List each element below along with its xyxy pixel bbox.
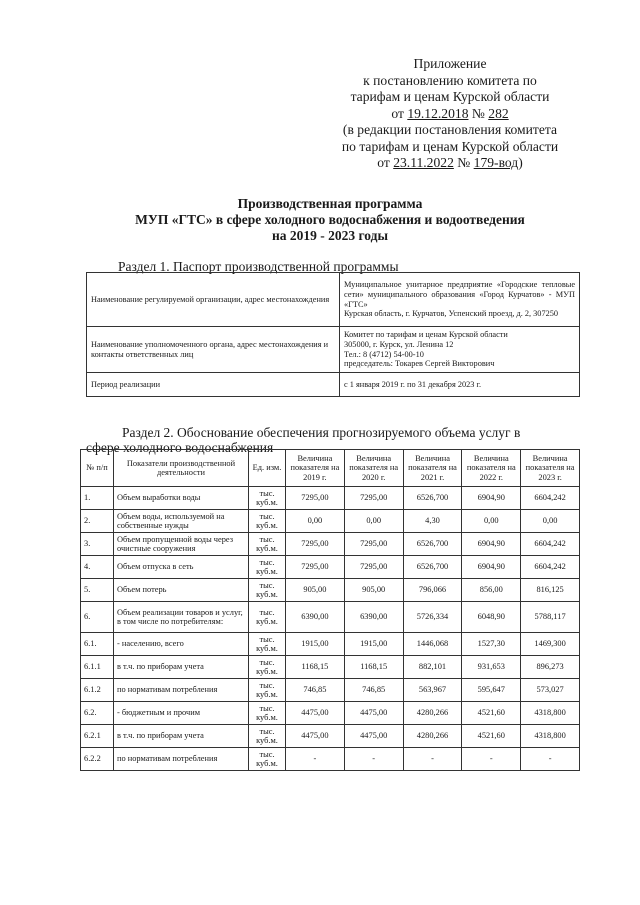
row-name: в т.ч. по приборам учета <box>114 656 249 679</box>
row-value: 6904,90 <box>462 533 521 556</box>
text: от <box>377 155 394 170</box>
row-value: 4318,800 <box>521 702 580 725</box>
row-value: 6604,242 <box>521 533 580 556</box>
row-number: 6.2.2 <box>81 748 114 771</box>
row-value: 4318,800 <box>521 725 580 748</box>
text: № <box>468 105 489 121</box>
row-number: 6.1.1 <box>81 656 114 679</box>
table-row <box>81 579 580 602</box>
section1-heading: Раздел 1. Паспорт производственной программы <box>118 259 399 274</box>
row-unit: тыс. куб.м. <box>249 533 286 556</box>
table-row <box>81 556 580 579</box>
amendment-date: 23.11.2022 <box>393 155 454 170</box>
col-2022: Величина показателя на 2022 г. <box>462 450 521 487</box>
row-unit: тыс. куб.м. <box>249 702 286 725</box>
row-number: 5. <box>81 579 114 602</box>
row-value: 0,00 <box>286 510 345 533</box>
passport-label: Наименование регулируемой организации, адрес местонахождения <box>87 273 340 327</box>
value-line: Курская область, г. Курчатов, Успенский проезд, д. 2, 307250 <box>344 309 559 319</box>
row-value: 563,967 <box>403 679 462 702</box>
table-row <box>87 373 580 397</box>
heading-line: Раздел 2. Обоснование обеспечения прогнозируемого объема услуг в <box>122 425 521 440</box>
appendix-header <box>300 56 600 172</box>
row-value: 6604,242 <box>521 487 580 510</box>
row-value: 0,00 <box>521 510 580 533</box>
row-value: 896,273 <box>521 656 580 679</box>
table-row <box>81 702 580 725</box>
value-line: 305000, г. Курск, ул. Ленина 12 <box>344 339 454 349</box>
row-unit: тыс. куб.м. <box>249 556 286 579</box>
col-2023: Величина показателя на 2023 г. <box>521 450 580 487</box>
row-value: 1168,15 <box>344 656 403 679</box>
row-value: 6526,700 <box>403 533 462 556</box>
row-value: 6048,90 <box>462 602 521 633</box>
row-name: Объем отпуска в сеть <box>114 556 249 579</box>
row-value: 1168,15 <box>286 656 345 679</box>
row-value: 0,00 <box>462 510 521 533</box>
row-value: 6904,90 <box>462 556 521 579</box>
row-value: 7295,00 <box>344 533 403 556</box>
appendix-line: тарифам и ценам Курской области <box>350 89 550 104</box>
row-value: 1915,00 <box>286 633 345 656</box>
value-line: Тел.: 8 (4712) 54-00-10 <box>344 349 424 359</box>
col-name: Показатели производственной деятельности <box>114 450 249 487</box>
document-title <box>70 196 590 244</box>
heading-line: сфере холодного водоснабжения <box>86 440 274 455</box>
appendix-line: (в редакции постановления комитета <box>342 122 558 137</box>
row-number: 4. <box>81 556 114 579</box>
row-number: 6.2.1 <box>81 725 114 748</box>
appendix-line <box>300 155 600 172</box>
table-row <box>81 725 580 748</box>
row-value: 882,101 <box>403 656 462 679</box>
passport-label: Наименование уполномоченного органа, адрес местонахождения и контакты ответственных лиц <box>87 327 340 373</box>
row-number: 6.1. <box>81 633 114 656</box>
row-number: 1. <box>81 487 114 510</box>
row-number: 6.2. <box>81 702 114 725</box>
amendment-number: 179-вод <box>473 155 519 170</box>
col-num: № п/п <box>81 450 114 487</box>
table-row <box>81 748 580 771</box>
passport-value <box>340 327 580 373</box>
row-value: 7295,00 <box>344 556 403 579</box>
row-unit: тыс. куб.м. <box>249 748 286 771</box>
row-name: по нормативам потребления <box>114 748 249 771</box>
row-name: Объем выработки воды <box>114 487 249 510</box>
row-value: - <box>521 748 580 771</box>
row-value: 573,027 <box>521 679 580 702</box>
passport-value: с 1 января 2019 г. по 31 декабря 2023 г. <box>340 373 580 397</box>
row-number: 2. <box>81 510 114 533</box>
row-value: 4521,60 <box>462 702 521 725</box>
row-number: 6. <box>81 602 114 633</box>
col-2021: Величина показателя на 2021 г. <box>403 450 462 487</box>
row-value: 6390,00 <box>344 602 403 633</box>
row-value: 5788,117 <box>521 602 580 633</box>
row-value: 1915,00 <box>344 633 403 656</box>
row-value: 816,125 <box>521 579 580 602</box>
row-value: 7295,00 <box>286 556 345 579</box>
passport-table <box>86 272 580 397</box>
title-line: на 2019 - 2023 годы <box>271 228 389 243</box>
row-value: 5726,334 <box>403 602 462 633</box>
appendix-line <box>300 106 600 123</box>
title-line: МУП «ГТС» в сфере холодного водоснабжения и водоотведения <box>135 212 525 227</box>
row-value: 4475,00 <box>344 725 403 748</box>
row-value: 931,653 <box>462 656 521 679</box>
text: от <box>391 105 408 121</box>
row-value: 4475,00 <box>286 702 345 725</box>
row-name: Объем воды, используемой на собственные нужды <box>114 510 249 533</box>
row-name: Объем пропущенной воды через очистные сооружения <box>114 533 249 556</box>
col-2020: Величина показателя на 2020 г. <box>344 450 403 487</box>
col-unit: Ед. изм. <box>249 450 286 487</box>
row-unit: тыс. куб.м. <box>249 579 286 602</box>
row-unit: тыс. куб.м. <box>249 510 286 533</box>
table-row <box>81 510 580 533</box>
row-value: 4,30 <box>403 510 462 533</box>
table-row <box>87 327 580 373</box>
row-name: Объем реализации товаров и услуг, в том числе по потребителям: <box>114 602 249 633</box>
row-number: 3. <box>81 533 114 556</box>
row-value: 7295,00 <box>286 487 345 510</box>
table-header-row <box>81 450 580 487</box>
title-line: Производственная программа <box>237 196 423 211</box>
row-name: - бюджетным и прочим <box>114 702 249 725</box>
value-line: председатель: Токарев Сергей Викторович <box>344 359 495 369</box>
table-row <box>81 487 580 510</box>
col-2019: Величина показателя на 2019 г. <box>286 450 345 487</box>
row-value: - <box>403 748 462 771</box>
row-value: 4475,00 <box>344 702 403 725</box>
row-unit: тыс. куб.м. <box>249 487 286 510</box>
row-value: 4521,60 <box>462 725 521 748</box>
row-value: 905,00 <box>344 579 403 602</box>
row-unit: тыс. куб.м. <box>249 633 286 656</box>
row-value: 796,066 <box>403 579 462 602</box>
row-value: 746,85 <box>344 679 403 702</box>
row-value: 6526,700 <box>403 487 462 510</box>
row-unit: тыс. куб.м. <box>249 725 286 748</box>
row-value: - <box>344 748 403 771</box>
row-name: - населению, всего <box>114 633 249 656</box>
row-value: - <box>286 748 345 771</box>
row-name: в т.ч. по приборам учета <box>114 725 249 748</box>
table-row <box>81 656 580 679</box>
row-value: 905,00 <box>286 579 345 602</box>
row-value: 4280,266 <box>403 702 462 725</box>
row-value: 1527,30 <box>462 633 521 656</box>
row-unit: тыс. куб.м. <box>249 602 286 633</box>
row-value: 6526,700 <box>403 556 462 579</box>
row-value: 6904,90 <box>462 487 521 510</box>
row-name: по нормативам потребления <box>114 679 249 702</box>
table-row <box>81 679 580 702</box>
resolution-number: 282 <box>488 105 509 121</box>
row-value: 856,00 <box>462 579 521 602</box>
appendix-line: к постановлению комитета по <box>363 72 537 88</box>
text: ) <box>518 155 523 170</box>
row-number: 6.1.2 <box>81 679 114 702</box>
row-unit: тыс. куб.м. <box>249 656 286 679</box>
value-line: Комитет по тарифам и ценам Курской области <box>344 330 508 340</box>
row-value: 595,647 <box>462 679 521 702</box>
row-value: 1446,068 <box>403 633 462 656</box>
row-value: - <box>462 748 521 771</box>
row-value: 4475,00 <box>286 725 345 748</box>
value-line: Муниципальное унитарное предприятие «Городские тепловые сети» муниципального образования «Город Курчатов» - МУП «ГТС» <box>344 280 575 309</box>
resolution-date: 19.12.2018 <box>407 105 469 121</box>
volumes-table <box>80 449 580 771</box>
row-value: 1469,300 <box>521 633 580 656</box>
row-value: 7295,00 <box>286 533 345 556</box>
row-value: 7295,00 <box>344 487 403 510</box>
row-value: 6390,00 <box>286 602 345 633</box>
row-value: 6604,242 <box>521 556 580 579</box>
table-row <box>81 633 580 656</box>
text: № <box>453 155 474 170</box>
table-row <box>87 273 580 327</box>
table-row <box>81 602 580 633</box>
passport-label: Период реализации <box>87 373 340 397</box>
appendix-line: по тарифам и ценам Курской области <box>341 138 559 154</box>
table-row <box>81 533 580 556</box>
row-name: Объем потерь <box>114 579 249 602</box>
passport-value <box>340 273 580 327</box>
row-unit: тыс. куб.м. <box>249 679 286 702</box>
row-value: 4280,266 <box>403 725 462 748</box>
appendix-line: Приложение <box>413 56 487 71</box>
row-value: 746,85 <box>286 679 345 702</box>
row-value: 0,00 <box>344 510 403 533</box>
